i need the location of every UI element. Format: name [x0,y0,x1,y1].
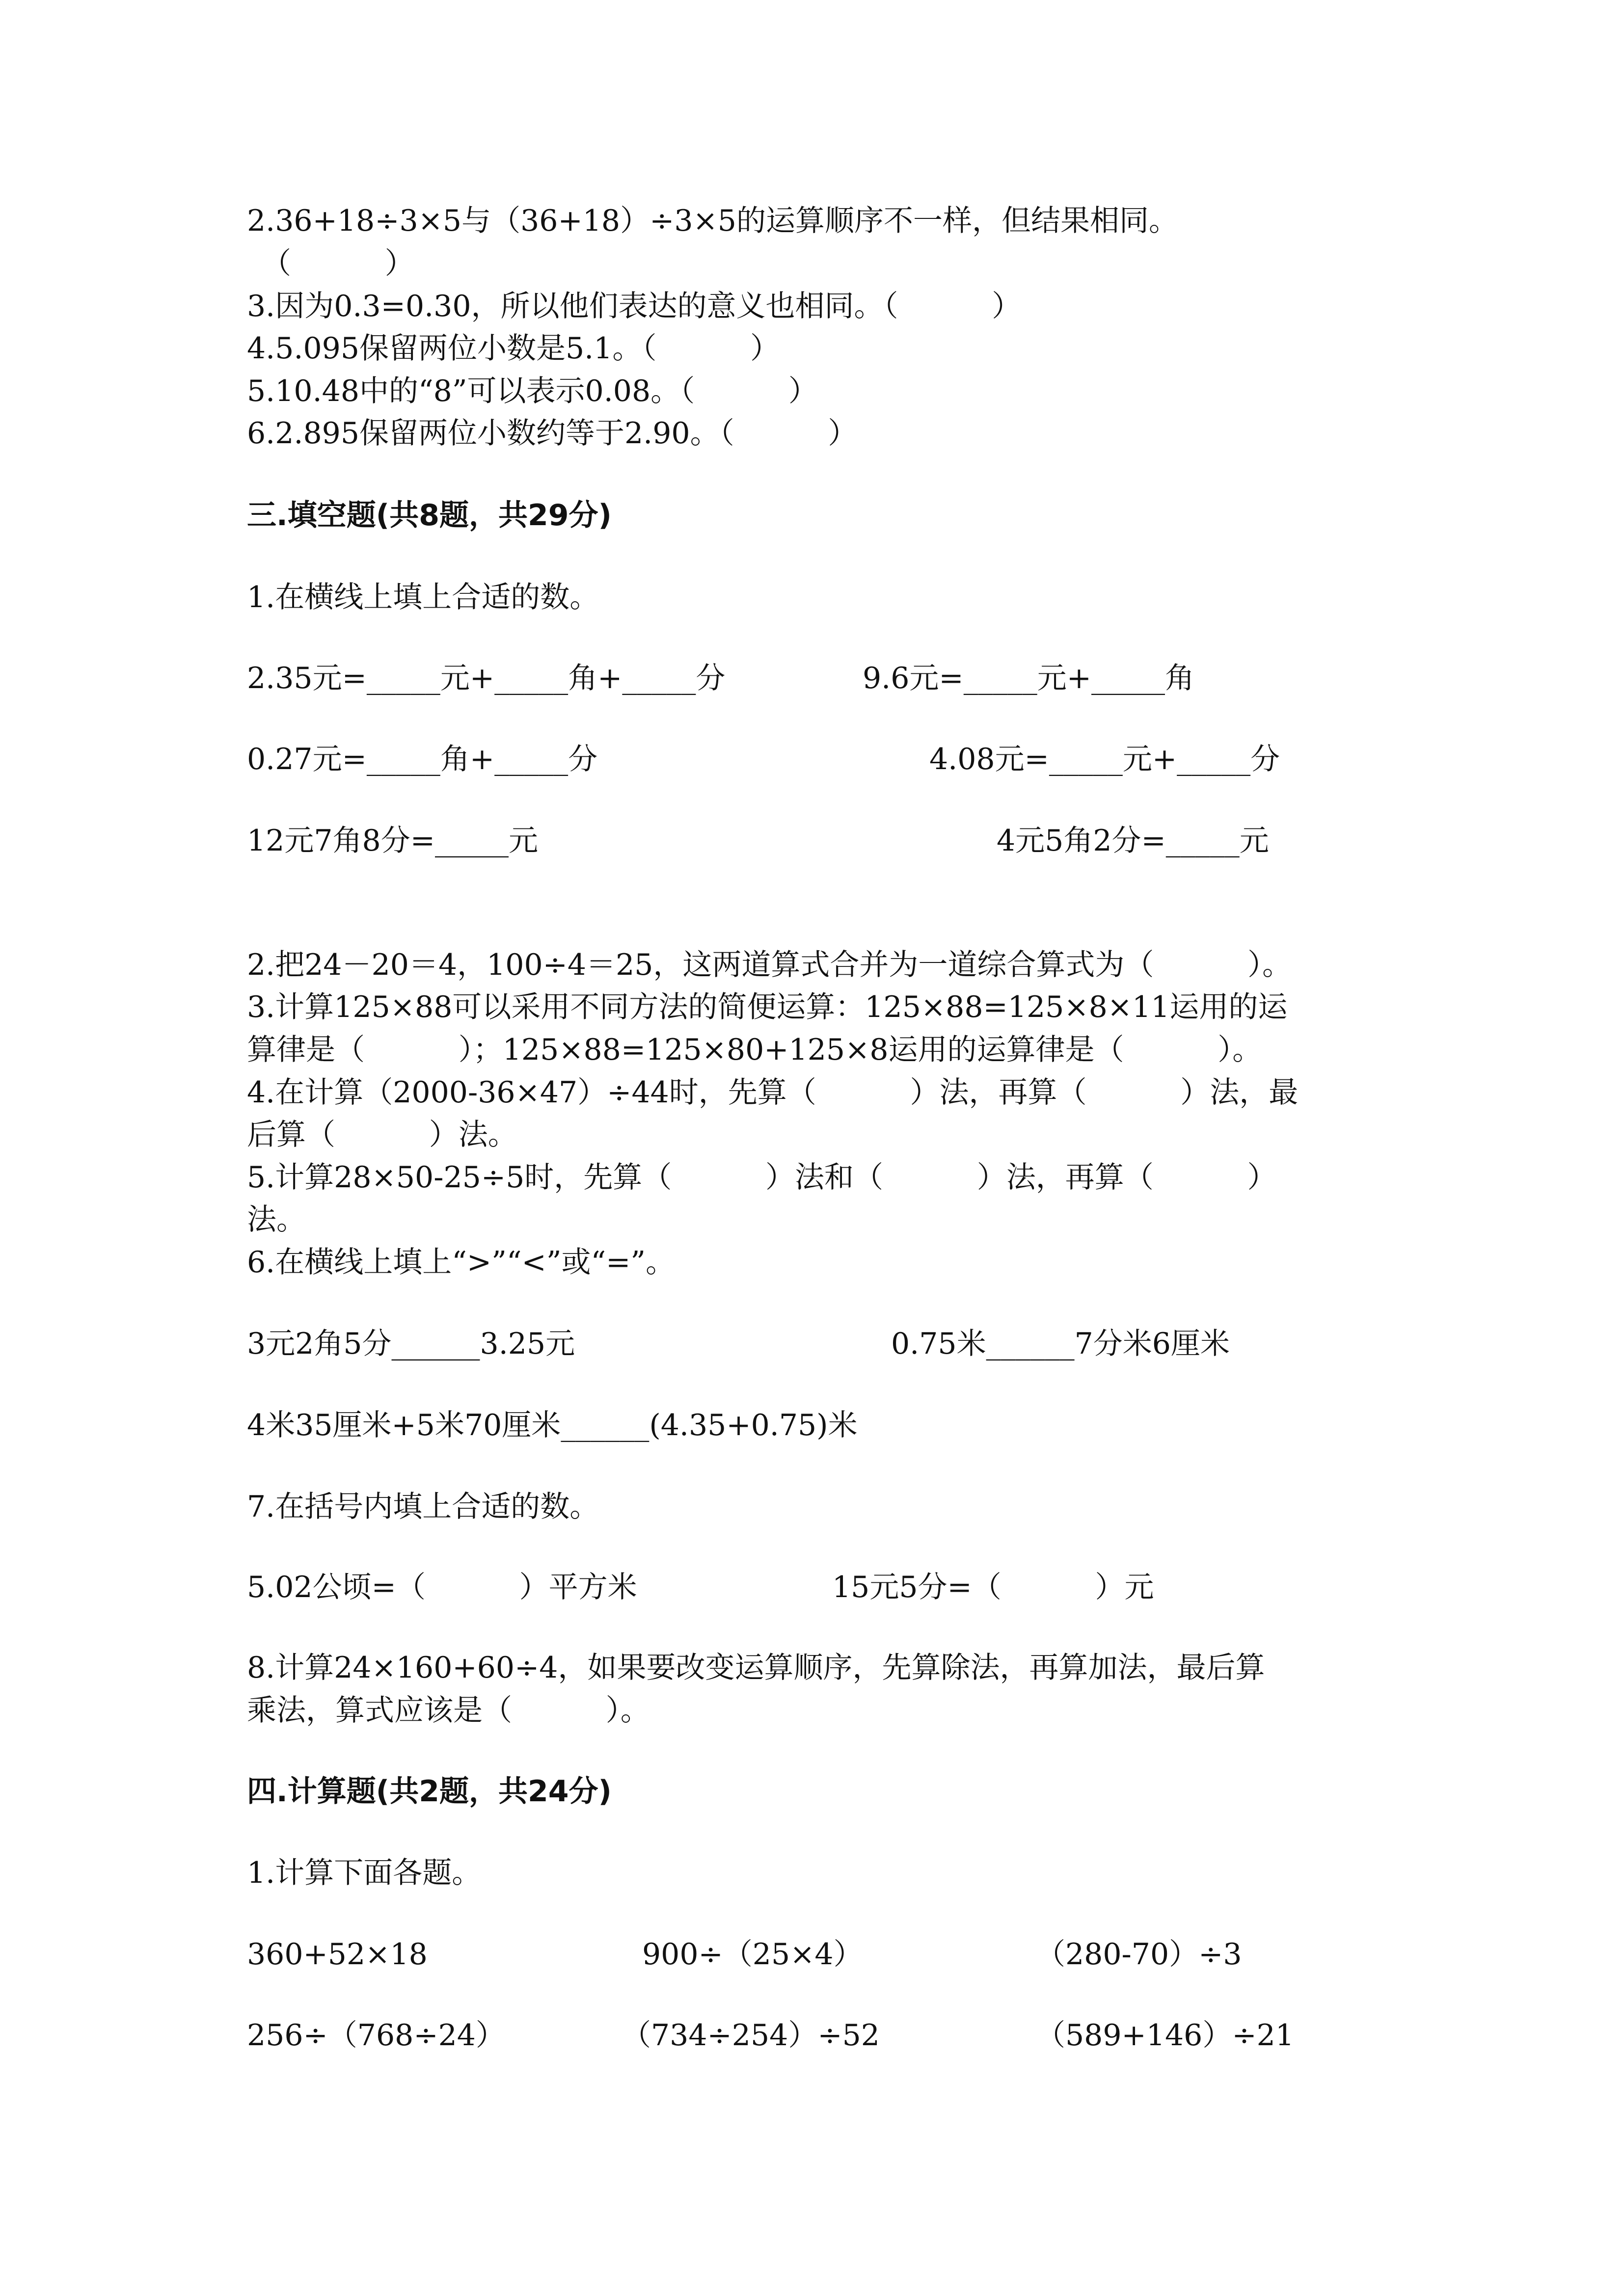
fill-q3-line1: 3.计算125×88可以采用不同方法的简便运算：125×88=125×8×11运用的运 [247,990,1288,1024]
fill-q4-line2: 后算（ ）法。 [247,1118,517,1152]
fill-q8-line2: 乘法，算式应该是（ ）。 [247,1693,650,1728]
calc-q1-text: 1.计算下面各题。 [247,1856,482,1890]
fill-q1-item: 9.6元=_____元+_____角 [863,661,1194,695]
judge-q2-answer-paren: （ ） [262,246,414,281]
calc-expression: 360+52×18 [247,1937,428,1972]
fill-q7-item: 5.02公顷=（ ）平方米 [247,1570,637,1604]
fill-q1-item: 4.08元=_____元+_____分 [929,742,1280,776]
fill-q5-line2: 法。 [247,1202,306,1237]
judge-q5: 5.10.48中的“8”可以表示0.08。（ ） [247,374,818,408]
calc-expression: 900÷（25×4） [642,1937,863,1972]
fill-q6-text: 6.在横线上填上“>”“<”或“=”。 [247,1245,676,1280]
fill-q6-item: 0.75米______7分米6厘米 [891,1327,1230,1361]
section3-heading: 三.填空题(共8题，共29分) [247,498,612,533]
fill-q1-item: 4元5角2分=_____元 [997,824,1269,858]
calc-expression: （734÷254）÷52 [622,2018,880,2053]
fill-q7-text: 7.在括号内填上合适的数。 [247,1490,599,1524]
fill-q1-item: 2.35元=_____元+_____角+_____分 [247,661,726,695]
fill-q6-item: 3元2角5分______3.25元 [247,1327,575,1361]
judge-q3: 3.因为0.3=0.30，所以他们表达的意义也相同。（ ） [247,289,1022,323]
fill-q1-text: 1.在横线上填上合适的数。 [247,580,599,614]
fill-q3-line2: 算律是（ ）；125×88=125×80+125×8运用的运算律是（ ）。 [247,1033,1262,1067]
judge-q2-line1: 2.36+18÷3×5与（36+18）÷3×5的运算顺序不一样，但结果相同。 [247,204,1178,238]
fill-q8-line1: 8.计算24×160+60÷4，如果要改变运算顺序，先算除法，再算加法，最后算 [247,1651,1265,1685]
calc-expression: （280-70）÷3 [1036,1937,1242,1972]
fill-q6-item: 4米35厘米+5米70厘米______(4.35+0.75)米 [247,1408,858,1442]
calc-expression: 256÷（768÷24） [247,2018,505,2053]
section4-heading: 四.计算题(共2题，共24分) [247,1774,612,1809]
fill-q2: 2.把24－20＝4，100÷4＝25，这两道算式合并为一道综合算式为（ ）。 [247,948,1292,982]
fill-q4-line1: 4.在计算（2000-36×47）÷44时，先算（ ）法，再算（ ）法，最 [247,1075,1299,1110]
fill-q1-item: 12元7角8分=_____元 [247,824,538,858]
fill-q1-item: 0.27元=_____角+_____分 [247,742,598,776]
judge-q6: 6.2.895保留两位小数约等于2.90。（ ） [247,416,858,451]
fill-q5-line1: 5.计算28×50-25÷5时，先算（ ）法和（ ）法，再算（ ） [247,1160,1277,1195]
calc-expression: （589+146）÷21 [1036,2018,1294,2053]
fill-q7-item: 15元5分=（ ）元 [832,1570,1154,1604]
judge-q4: 4.5.095保留两位小数是5.1。（ ） [247,331,780,366]
